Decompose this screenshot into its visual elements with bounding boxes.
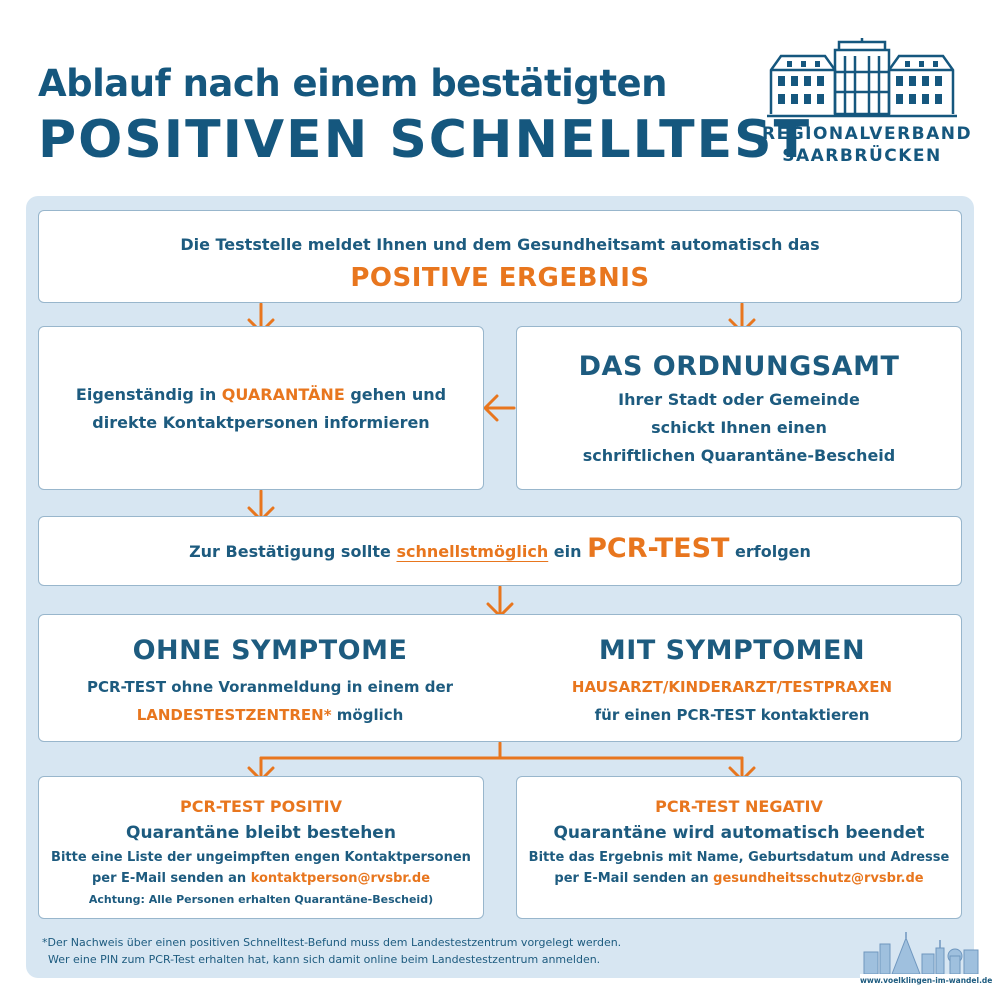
mit-symptomen-highlight: HAUSARZT/KINDERARZT/TESTPRAXEN bbox=[571, 678, 893, 696]
pcr-negative-subheading: Quarantäne wird automatisch beendet bbox=[553, 823, 925, 843]
voelklingen-logo bbox=[860, 932, 993, 990]
pcr-positive-line-2 bbox=[39, 868, 483, 889]
pcr-positive-subheading: Quarantäne bleibt bestehen bbox=[126, 823, 396, 843]
quarantine-pre-text: Eigenständig in bbox=[75, 385, 222, 404]
quarantine-post-text: gehen und bbox=[344, 385, 447, 404]
quarantine-highlight: QUARANTÄNE bbox=[221, 385, 345, 404]
pcr-post-text: erfolgen bbox=[729, 542, 811, 561]
box-pcr-positive bbox=[38, 776, 484, 919]
pcr-line bbox=[39, 533, 961, 564]
ohne-symptome-line-1: PCR-TEST ohne Voranmeldung in einem der bbox=[86, 678, 454, 696]
castle-icon bbox=[767, 36, 957, 121]
ordnungsamt-heading: DAS ORDNUNGSAMT bbox=[578, 351, 900, 382]
pcr-positive-line-3: Achtung: Alle Personen erhalten Quarantäne-Bescheid) bbox=[88, 893, 434, 906]
ordnungsamt-line-1: Ihrer Stadt oder Gemeinde bbox=[618, 390, 860, 409]
pcr-highlight: PCR-TEST bbox=[587, 533, 730, 564]
mit-symptomen-heading: MIT SYMPTOMEN bbox=[598, 635, 866, 666]
pcr-positive-heading: PCR-TEST POSITIV bbox=[180, 797, 342, 816]
box-pcr-test bbox=[38, 516, 962, 586]
mit-symptomen-line-2: für einen PCR-TEST kontaktieren bbox=[594, 706, 870, 724]
box-quarantine-line-2: direkte Kontaktpersonen informieren bbox=[92, 413, 430, 432]
pcr-mid-text: ein bbox=[548, 542, 588, 561]
pcr-negative-line-1: Bitte das Ergebnis mit Name, Geburtsdatum und Adresse bbox=[528, 850, 950, 865]
pcr-positive-email-pre: per E-Mail senden an bbox=[91, 871, 251, 886]
email-gesundheitsschutz[interactable]: gesundheitsschutz@rvsbr.de bbox=[713, 871, 924, 886]
landestestzentren-highlight: LANDESTESTZENTREN* bbox=[136, 706, 332, 724]
box-top-highlight: POSITIVE ERGEBNIS bbox=[350, 263, 650, 293]
box-pcr-negative bbox=[516, 776, 962, 919]
box-quarantine-line-1 bbox=[39, 383, 483, 407]
pcr-underlined-text: schnellstmöglich bbox=[396, 542, 549, 561]
logo-text-regionalverband: REGIONALVERBAND bbox=[762, 124, 973, 144]
regionalverband-logo bbox=[762, 36, 973, 171]
box-top-text: Die Teststelle meldet Ihnen und dem Gesundheitsamt automatisch das bbox=[180, 235, 820, 254]
pcr-pre-text: Zur Bestätigung sollte bbox=[189, 542, 397, 561]
box-symptoms bbox=[38, 614, 962, 742]
footnote-line-1: *Der Nachweis über einen positiven Schnelltest-Befund muss dem Landestestzentrum vorgelegt werden. bbox=[42, 936, 622, 949]
symptoms-left bbox=[39, 635, 501, 726]
ordnungsamt-line-2: schickt Ihnen einen bbox=[651, 418, 827, 437]
ohne-symptome-heading: OHNE SYMPTOME bbox=[132, 635, 408, 666]
title-line-2: POSITIVEN SCHNELLTEST bbox=[38, 110, 812, 170]
footnote-line-2: Wer eine PIN zum PCR-Test erhalten hat, kann sich damit online beim Landestestzentrum anmelden. bbox=[48, 953, 601, 966]
pcr-negative-line-2 bbox=[517, 868, 961, 889]
box-quarantine bbox=[38, 326, 484, 490]
title-line-1: Ablauf nach einem bestätigten bbox=[38, 62, 667, 105]
pcr-negative-email-pre: per E-Mail senden an bbox=[554, 871, 714, 886]
skyline-icon bbox=[860, 932, 982, 976]
box-positive-result bbox=[38, 210, 962, 303]
ohne-symptome-post-text: möglich bbox=[331, 706, 404, 724]
voelklingen-url[interactable]: www.voelklingen-im-wandel.de bbox=[860, 974, 982, 988]
ordnungsamt-line-3: schriftlichen Quarantäne-Bescheid bbox=[582, 446, 896, 465]
pcr-negative-heading: PCR-TEST NEGATIV bbox=[655, 797, 823, 816]
logo-text-saarbruecken: SAARBRÜCKEN bbox=[782, 146, 942, 166]
ohne-symptome-line-2 bbox=[39, 704, 501, 726]
pcr-positive-line-1: Bitte eine Liste der ungeimpften engen Kontaktpersonen bbox=[51, 850, 471, 865]
box-ordnungsamt bbox=[516, 326, 962, 490]
symptoms-right bbox=[501, 635, 963, 726]
email-kontaktperson[interactable]: kontaktperson@rvsbr.de bbox=[250, 871, 431, 886]
